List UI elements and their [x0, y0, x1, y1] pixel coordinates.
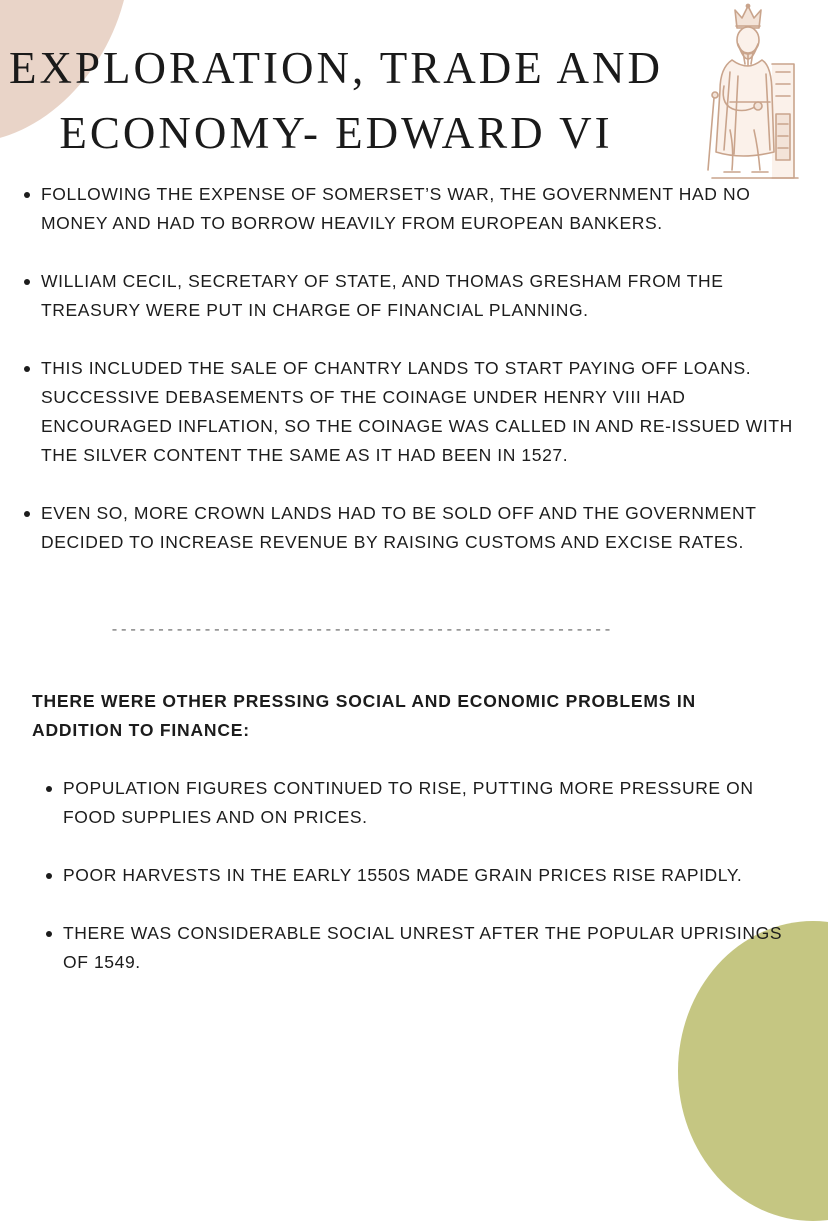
list-item: THIS INCLUDED THE SALE OF CHANTRY LANDS TO START PAYING OFF LOANS. SUCCESSIVE DEBASEMENTS OF THE COINAGE UNDER HENRY VIII HAD ENCOURAGED INFLATION, SO THE COINAGE WAS CALLED IN AND RE-ISSUED WITH THE SILVER CONTENT THE SAME AS IT HAD BEEN IN 1527.: [24, 354, 794, 470]
seated-king-illustration: [690, 2, 808, 184]
list-item: THERE WAS CONSIDERABLE SOCIAL UNREST AFTER THE POPULAR UPRISINGS OF 1549.: [46, 919, 806, 977]
title-line-2: ECONOMY- EDWARD VI: [59, 108, 613, 158]
title-line-1: EXPLORATION, TRADE AND: [9, 43, 663, 93]
list-item: FOLLOWING THE EXPENSE OF SOMERSET’S WAR, THE GOVERNMENT HAD NO MONEY AND HAD TO BORROW HEAVILY FROM EUROPEAN BANKERS.: [24, 180, 794, 238]
list-item: WILLIAM CECIL, SECRETARY OF STATE, AND THOMAS GRESHAM FROM THE TREASURY WERE PUT IN CHARGE OF FINANCIAL PLANNING.: [24, 267, 794, 325]
sub-points-list: [46, 774, 806, 1006]
page-title: [0, 36, 672, 166]
main-points-list: [24, 180, 794, 586]
section-subheading: THERE WERE OTHER PRESSING SOCIAL AND ECONOMIC PROBLEMS IN ADDITION TO FINANCE:: [32, 691, 696, 740]
list-item: POOR HARVESTS IN THE EARLY 1550S MADE GRAIN PRICES RISE RAPIDLY.: [46, 861, 806, 890]
section-divider: ------------------------------------------------------: [110, 622, 613, 639]
list-item: POPULATION FIGURES CONTINUED TO RISE, PUTTING MORE PRESSURE ON FOOD SUPPLIES AND ON PRICES.: [46, 774, 806, 832]
list-item: EVEN SO, MORE CROWN LANDS HAD TO BE SOLD OFF AND THE GOVERNMENT DECIDED TO INCREASE REVENUE BY RAISING CUSTOMS AND EXCISE RATES.: [24, 499, 794, 557]
